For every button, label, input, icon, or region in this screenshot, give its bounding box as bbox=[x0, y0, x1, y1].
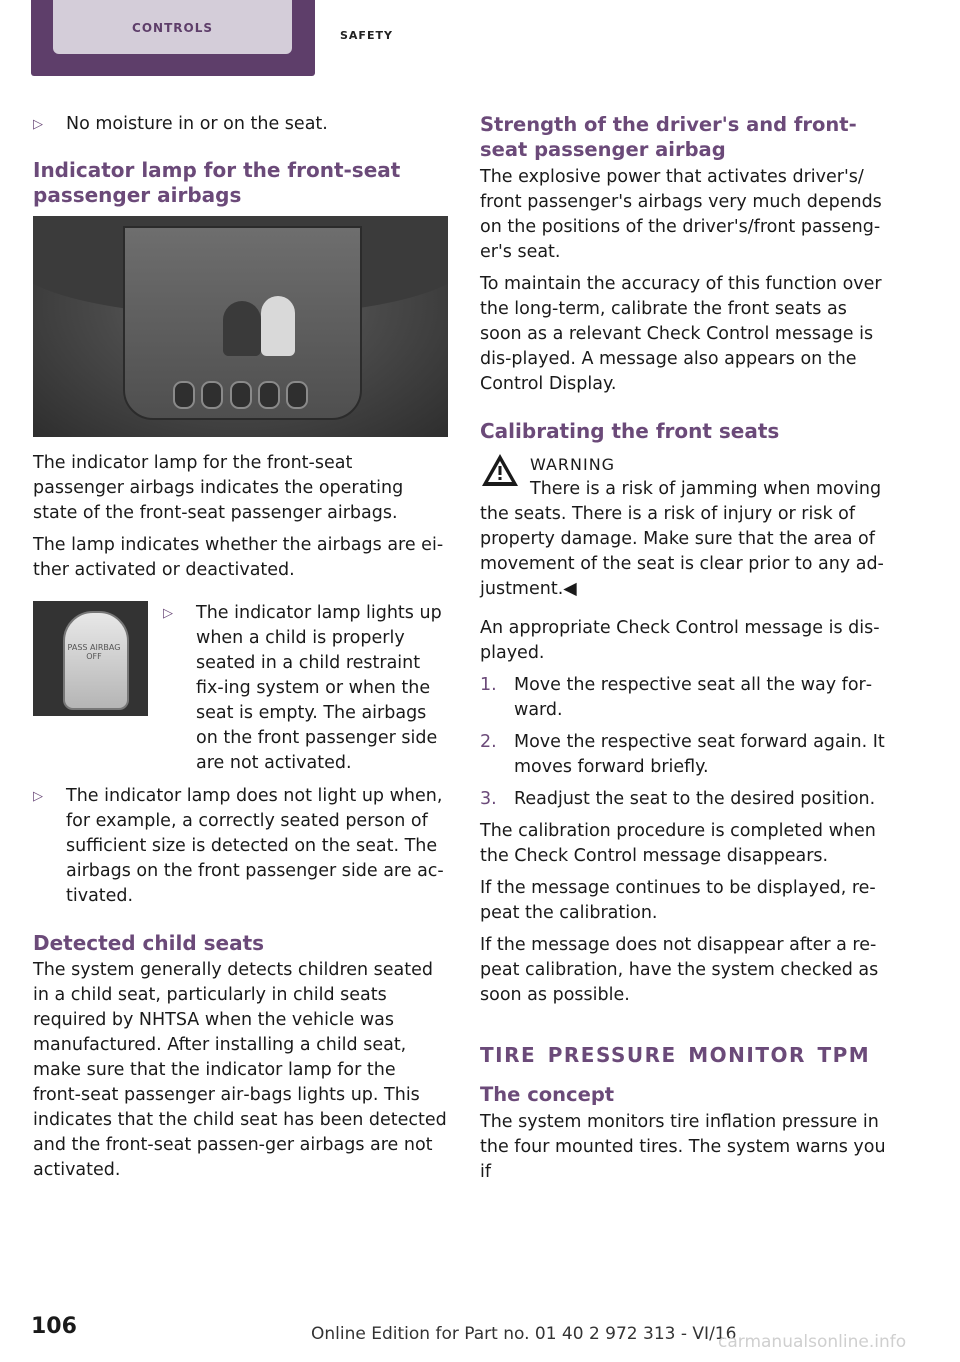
step-number: 1. bbox=[480, 675, 497, 695]
step-item bbox=[480, 787, 892, 812]
tab-safety[interactable]: safety bbox=[340, 24, 393, 43]
step-item bbox=[480, 730, 892, 780]
paragraph: The system generally detects children seated in a child seat, particularly in child seats required by NHTSA when the vehicle was manufactured. After installing a child seat, make sure that the indicator lamp for the front-seat passenger air‐bags lights up. This indicates that the child seat has been detected and the front-seat passen‐ger airbags are not activated. bbox=[33, 960, 447, 1180]
warning-title: WARNING bbox=[530, 455, 616, 474]
paragraph: The lamp indicates whether the airbags are ei‐ther activated or deactivated. bbox=[33, 535, 444, 580]
bullet-text: The indicator lamp does not light up when, for example, a correctly seated person of sufficient size is detected on the seat. The airbags on the front passenger side are ac‐tivated. bbox=[66, 786, 444, 906]
lamp-button-text: PASS AIRBAG OFF bbox=[67, 643, 121, 661]
bullet-text: No moisture in or on the seat. bbox=[66, 114, 328, 134]
bullet-triangle-icon: ▷ bbox=[163, 606, 173, 621]
tab-controls[interactable] bbox=[31, 0, 315, 76]
paragraph: An appropriate Check Control message is dis‐played. bbox=[480, 618, 880, 663]
section-heading-concept: The concept bbox=[480, 1083, 615, 1106]
step-text: Readjust the seat to the desired position. bbox=[514, 789, 876, 809]
watermark: carmanualsonline.info bbox=[718, 1332, 907, 1352]
step-item bbox=[480, 673, 892, 723]
warning-text: the seats. There is a risk of injury or risk of property damage. Make sure that the area of movement of the seat is clear prior to any ad‐justment.◀ bbox=[480, 504, 884, 599]
warning-triangle-icon bbox=[480, 452, 530, 502]
sos-button-shape bbox=[223, 301, 261, 356]
airbag-lamp-shape bbox=[261, 296, 295, 356]
left-column bbox=[33, 112, 448, 1190]
bullet-item bbox=[163, 601, 448, 776]
paragraph: The indicator lamp for the front-seat passenger airbags indicates the operating state of the front-seat passenger airbags. bbox=[33, 453, 404, 523]
step-number: 3. bbox=[480, 789, 497, 809]
bullet-with-image bbox=[33, 601, 448, 776]
paragraph: If the message continues to be displayed, re‐peat the calibration. bbox=[480, 878, 876, 923]
tab-controls-label: controls bbox=[132, 17, 213, 37]
section-heading-indicator: Indicator lamp for the front-seat passenger airbags bbox=[33, 158, 401, 207]
console-switches bbox=[173, 381, 308, 411]
warning-line1: There is a risk of jamming when moving bbox=[530, 479, 882, 499]
paragraph: The system monitors tire inflation pressure in the four mounted tires. The system warns you if bbox=[480, 1112, 886, 1182]
bullet-item bbox=[33, 784, 448, 909]
switch bbox=[173, 381, 195, 409]
section-heading-strength: Strength of the driver's and front-seat passenger airbag bbox=[480, 113, 857, 161]
step-text: Move the respective seat all the way for‐ward. bbox=[514, 675, 873, 720]
section-heading-detected: Detected child seats bbox=[33, 931, 265, 955]
tab-controls-inner bbox=[53, 0, 292, 54]
paragraph: To maintain the accuracy of this function over the long-term, calibrate the front seats as soon as a relevant Check Control message is dis‐played. A message also appears on the Control Display. bbox=[480, 274, 882, 394]
switch bbox=[201, 381, 223, 409]
paragraph: The calibration procedure is completed when the Check Control message disappears. bbox=[480, 821, 876, 866]
step-number: 2. bbox=[480, 732, 497, 752]
bullet-triangle-icon: ▷ bbox=[33, 789, 43, 804]
section-heading-calibrating: Calibrating the front seats bbox=[480, 419, 780, 443]
paragraph: The explosive power that activates driver's/ front passenger's airbags very much depends on the positions of the driver's/front passeng‐er's seat. bbox=[480, 167, 882, 262]
overhead-console-photo bbox=[33, 216, 448, 437]
pass-airbag-off-photo bbox=[33, 601, 148, 716]
warning-head bbox=[530, 452, 881, 502]
right-column bbox=[480, 112, 892, 1192]
switch bbox=[230, 381, 252, 409]
step-text: Move the respective seat forward again. It moves forward briefly. bbox=[514, 732, 885, 777]
switch bbox=[258, 381, 280, 409]
switch bbox=[286, 381, 308, 409]
header-tabs bbox=[0, 0, 960, 78]
paragraph: If the message does not disappear after a re‐peat calibration, have the system checked as soon as possible. bbox=[480, 935, 879, 1005]
bullet-text: The indicator lamp lights up when a child is properly seated in a child restraint fix‐ing system or when the seat is empty. The airbags on the front passenger side are not activated. bbox=[196, 603, 442, 773]
chapter-heading-tpm: tire pressure monitor tpm bbox=[480, 1035, 871, 1069]
page-number: 106 bbox=[31, 1314, 77, 1339]
warning-block bbox=[480, 452, 892, 502]
edition-line: Online Edition for Part no. 01 40 2 972 313 - VI/16 bbox=[311, 1324, 737, 1344]
bullet-triangle-icon: ▷ bbox=[33, 117, 43, 132]
bullet-item bbox=[33, 112, 448, 137]
